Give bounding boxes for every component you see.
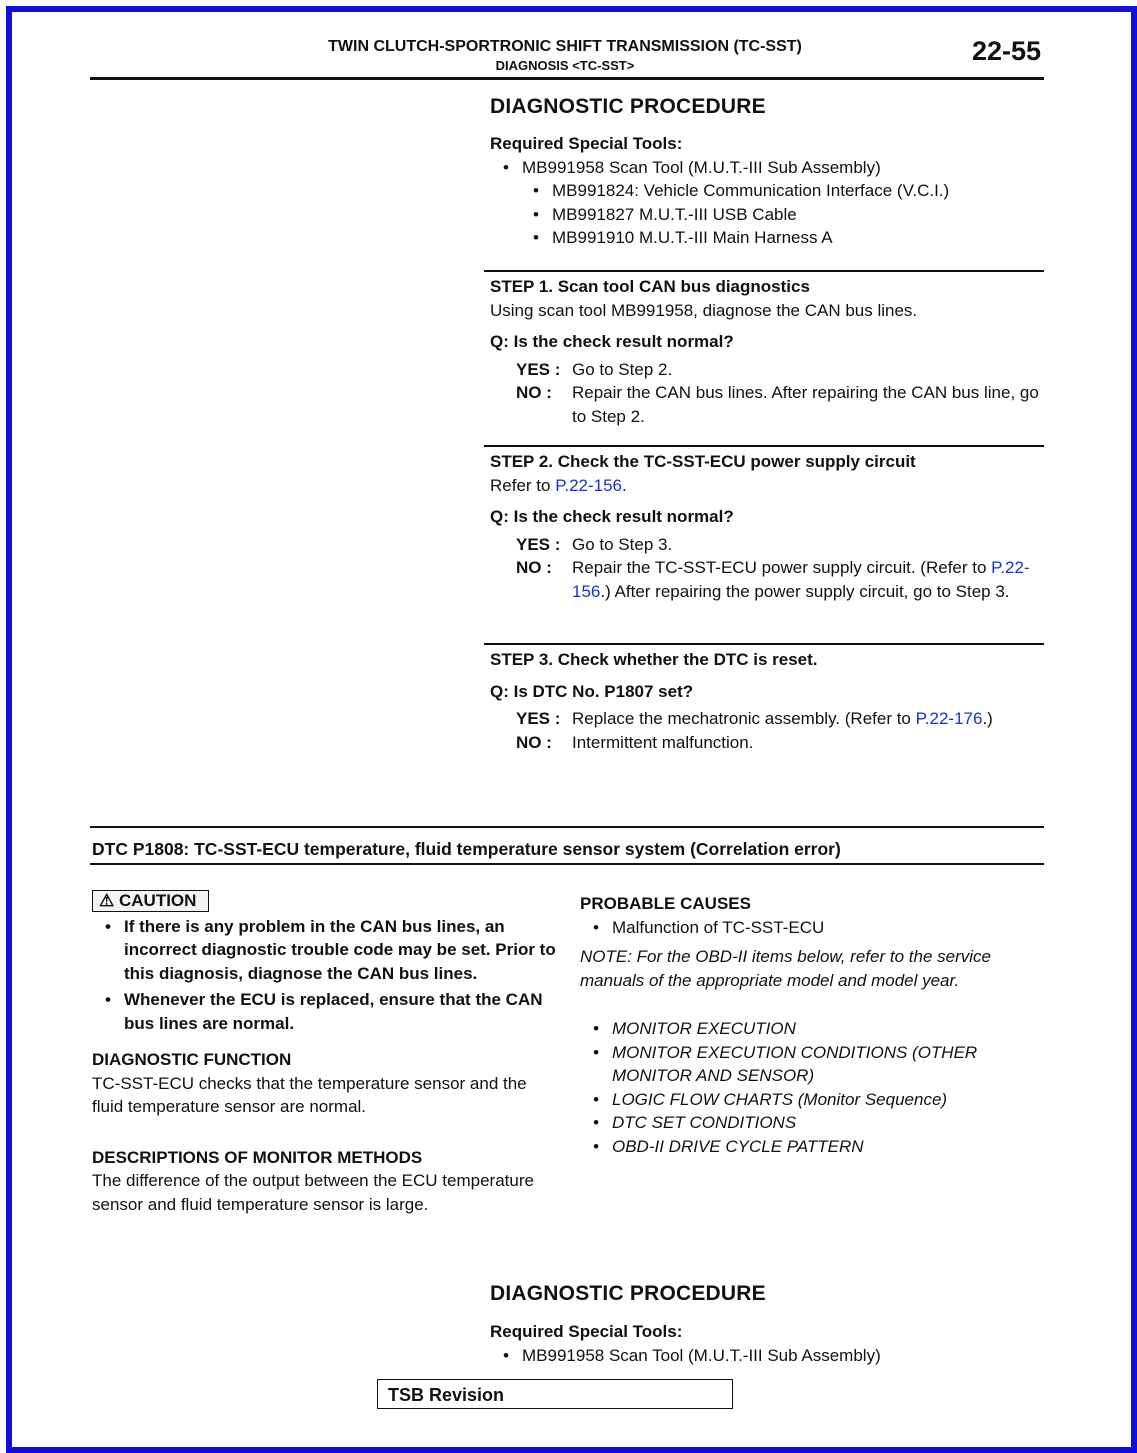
obd-items-list bbox=[580, 1017, 1042, 1158]
step-2 bbox=[490, 450, 1042, 603]
step3-rule bbox=[484, 643, 1044, 645]
page-link[interactable]: P.22-156 bbox=[555, 475, 623, 495]
step2-no bbox=[516, 556, 1042, 603]
no-text: Intermittent malfunction. bbox=[572, 732, 754, 752]
tsb-revision-box: TSB Revision bbox=[377, 1379, 733, 1409]
monitor-methods-title: DESCRIPTIONS OF MONITOR METHODS bbox=[92, 1147, 423, 1167]
procedure-title: DIAGNOSTIC PROCEDURE bbox=[490, 95, 766, 118]
yes-text-a: Replace the mechatronic assembly. (Refer to bbox=[572, 709, 916, 728]
header-title: TWIN CLUTCH-SPORTRONIC SHIFT TRANSMISSION (TC-SST) bbox=[328, 38, 802, 55]
step2-text-a: Refer to bbox=[490, 475, 556, 495]
caution-label: CAUTION bbox=[118, 891, 197, 910]
obd-note: NOTE: For the OBD-II items below, refer to the service manuals of the appropriate model and model year. bbox=[580, 947, 991, 990]
step1-rule bbox=[484, 270, 1044, 272]
caution-item: • Whenever the ECU is replaced, ensure that the CAN bus lines are normal. bbox=[92, 988, 558, 1035]
no-text bbox=[572, 556, 1042, 603]
tools-label: Required Special Tools: bbox=[490, 134, 683, 153]
diagnostic-procedure-1 bbox=[490, 94, 1042, 250]
tools-list bbox=[490, 156, 1042, 250]
no-text: Repair the CAN bus lines. After repairing the CAN bus line, go to Step 2. bbox=[572, 383, 1039, 426]
header-rule bbox=[90, 77, 1044, 80]
probable-causes-title: PROBABLE CAUSES bbox=[580, 894, 751, 913]
no-label: NO : bbox=[516, 732, 552, 752]
warning-icon: ⚠ bbox=[99, 891, 115, 910]
page-number: 22-55 bbox=[971, 36, 1041, 66]
dtc-title: DTC P1808: TC-SST-ECU temperature, fluid temperature sensor system (Correlation error) bbox=[92, 839, 841, 859]
obd-item: • OBD-II DRIVE CYCLE PATTERN bbox=[580, 1135, 1042, 1159]
no-text-a: Repair the TC-SST-ECU power supply circuit. (Refer to bbox=[572, 558, 992, 577]
right-column bbox=[580, 892, 1042, 1158]
step3-title: STEP 3. Check whether the DTC is reset. bbox=[490, 650, 818, 669]
yes-label: YES : bbox=[516, 359, 561, 379]
tools-list bbox=[490, 1344, 1042, 1368]
step1-text: Using scan tool MB991958, diagnose the CAN bus lines. bbox=[490, 300, 918, 320]
caution-item: • If there is any problem in the CAN bus lines, an incorrect diagnostic trouble code may be set. Prior to this diagnosis, diagnose the CAN bus lines. bbox=[92, 915, 558, 986]
step3-question: Q: Is DTC No. P1807 set? bbox=[490, 681, 694, 701]
yes-text bbox=[572, 707, 1042, 731]
tool-item: • MB991958 Scan Tool (M.U.T.-III Sub Assembly) bbox=[490, 156, 1042, 180]
cause-item: • Malfunction of TC-SST-ECU bbox=[580, 916, 1042, 940]
tool-item: • MB991958 Scan Tool (M.U.T.-III Sub Assembly) bbox=[490, 1344, 1042, 1368]
left-column bbox=[92, 889, 558, 1216]
no-label: NO : bbox=[516, 383, 552, 402]
step1-title: STEP 1. Scan tool CAN bus diagnostics bbox=[490, 277, 810, 296]
tool-item: • MB991824: Vehicle Communication Interface (V.C.I.) bbox=[490, 179, 1042, 203]
no-label: NO : bbox=[516, 558, 552, 577]
step2-title: STEP 2. Check the TC-SST-ECU power supply circuit bbox=[490, 452, 916, 471]
procedure-title: DIAGNOSTIC PROCEDURE bbox=[490, 1282, 766, 1305]
step1-no bbox=[516, 381, 1042, 428]
tools-label: Required Special Tools: bbox=[490, 1322, 683, 1341]
yes-label: YES : bbox=[516, 534, 561, 554]
yes-text: Go to Step 2. bbox=[572, 359, 673, 379]
diag-function-title: DIAGNOSTIC FUNCTION bbox=[92, 1050, 292, 1069]
tool-item: • MB991827 M.U.T.-III USB Cable bbox=[490, 203, 1042, 227]
obd-item: • DTC SET CONDITIONS bbox=[580, 1111, 1042, 1135]
diagnostic-procedure-2 bbox=[490, 1281, 1042, 1367]
step1-question: Q: Is the check result normal? bbox=[490, 332, 734, 351]
step-1 bbox=[490, 275, 1042, 428]
obd-item: • MONITOR EXECUTION bbox=[580, 1017, 1042, 1041]
step2-rule bbox=[484, 445, 1044, 447]
step2-text bbox=[490, 474, 1042, 498]
step2-question: Q: Is the check result normal? bbox=[490, 507, 734, 526]
tool-item: • MB991910 M.U.T.-III Main Harness A bbox=[490, 226, 1042, 250]
obd-item: • LOGIC FLOW CHARTS (Monitor Sequence) bbox=[580, 1088, 1042, 1112]
header-subtitle: DIAGNOSIS <TC-SST> bbox=[495, 58, 635, 73]
yes-label: YES : bbox=[516, 709, 561, 728]
monitor-methods-text: The difference of the output between the ECU temperature sensor and fluid temperature sensor is large. bbox=[92, 1171, 534, 1214]
page-link[interactable]: P.22-176 bbox=[915, 709, 983, 728]
step2-text-b: . bbox=[622, 475, 627, 495]
dtc-rule-top bbox=[90, 826, 1044, 828]
yes-text-b: .) bbox=[982, 709, 993, 728]
step-3 bbox=[490, 648, 1042, 754]
step2-yes bbox=[516, 533, 1042, 557]
step1-yes bbox=[516, 358, 1042, 382]
probable-causes-list bbox=[580, 916, 1042, 940]
dtc-rule-bottom bbox=[90, 863, 1044, 865]
obd-item: • MONITOR EXECUTION CONDITIONS (OTHER MONITOR AND SENSOR) bbox=[580, 1041, 1042, 1088]
yes-text: Go to Step 3. bbox=[572, 534, 673, 554]
page-link[interactable]: P.22-156 bbox=[572, 558, 1030, 601]
step3-no bbox=[516, 731, 1042, 755]
caution-badge bbox=[92, 890, 209, 912]
no-text-b: .) After repairing the power supply circuit, go to Step 3. bbox=[600, 581, 1010, 601]
caution-list bbox=[92, 915, 558, 1036]
diag-function-text: TC-SST-ECU checks that the temperature sensor and the fluid temperature sensor are normal. bbox=[92, 1073, 527, 1116]
step3-yes bbox=[516, 707, 1042, 731]
